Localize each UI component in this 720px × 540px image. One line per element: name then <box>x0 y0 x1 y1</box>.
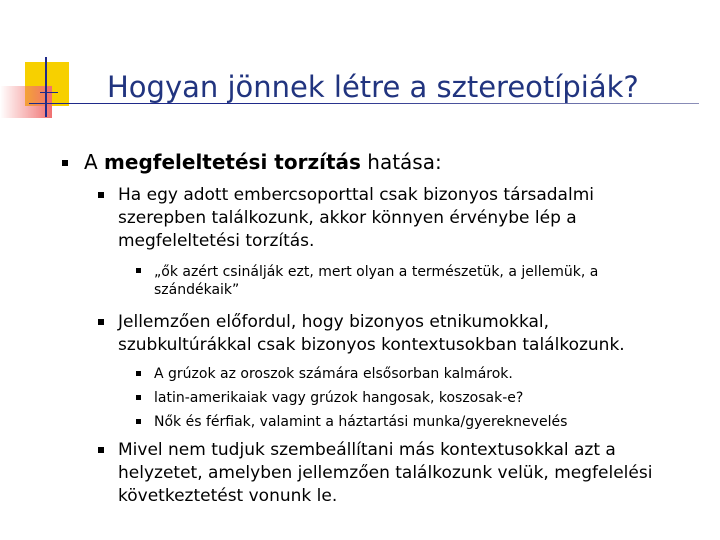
item-0-sub-0-line-1: szándékaik” <box>154 282 240 298</box>
item-2-line-1: helyzetet, amelyben jellemzően találkozunk velük, megfelelési <box>118 463 653 483</box>
bullet-l3 <box>136 395 141 400</box>
item-0-line-1: szerepben találkozunk, akkor könnyen érvénybe lép a <box>118 208 577 228</box>
item-1-line-1: szubkultúrákkal csak bizonyos kontextusokban találkozunk. <box>118 335 625 355</box>
slide-title: Hogyan jönnek létre a sztereotípiák? <box>107 70 639 104</box>
item-2-line-2: következtetést vonunk le. <box>118 486 338 506</box>
bullet-l3 <box>136 371 141 376</box>
item-1-sub-2: Nők és férfiak, valamint a háztartási munka/gyereknevelés <box>154 414 568 430</box>
item-2-line-0: Mivel nem tudjuk szembeállítani más kontextusokkal azt a <box>118 440 616 460</box>
item-1-line-0: Jellemzően előfordul, hogy bizonyos etnikumokkal, <box>118 312 550 332</box>
decor-short-line <box>40 92 58 93</box>
item-1-sub-0: A grúzok az oroszok számára elsősorban kalmárok. <box>154 366 513 382</box>
bullet-l3 <box>136 419 141 424</box>
decor-vertical-line <box>45 57 47 117</box>
item-0-line-0: Ha egy adott embercsoporttal csak bizonyos társadalmi <box>118 185 594 205</box>
bullet-l1 <box>62 160 68 166</box>
bullet-l2 <box>98 192 104 198</box>
item-1-sub-1: latin-amerikaiak vagy grúzok hangosak, koszosak-e? <box>154 390 524 406</box>
level1-bold-term: megfeleltetési torzítás <box>104 150 361 174</box>
bullet-l2 <box>98 447 104 453</box>
item-0-sub-0-line-0: „ők azért csinálják ezt, mert olyan a természetük, a jellemük, a <box>154 264 599 280</box>
item-0-line-2: megfeleltetési torzítás. <box>118 231 315 251</box>
bullet-l3 <box>136 268 141 273</box>
bullet-l2 <box>98 319 104 325</box>
level1-heading: A megfeleltetési torzítás hatása: <box>84 150 442 174</box>
